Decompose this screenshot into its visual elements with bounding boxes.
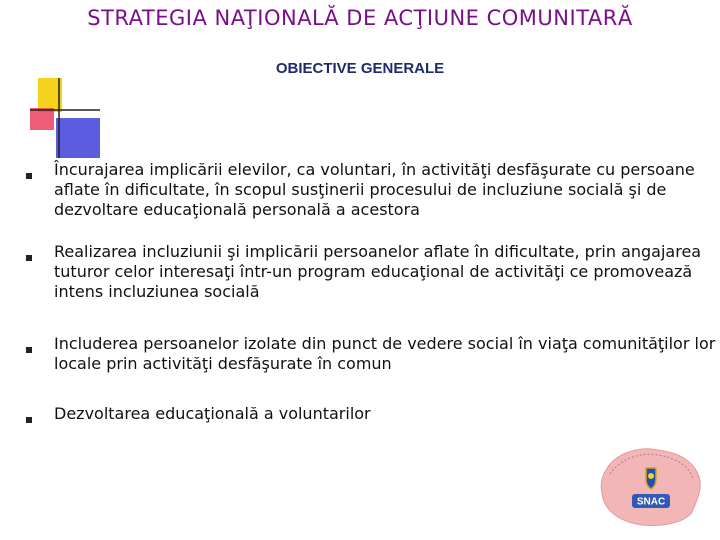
bullet-text: Dezvoltarea educaţională a voluntarilor bbox=[54, 404, 371, 423]
logo-label: SNAC bbox=[636, 496, 666, 508]
bullet-text: Realizarea incluziunii şi implicării persoanelor aflate în dificultate, prin angajarea tuturor celor interesaţi într-un program educaţional de activităţi ce promovează intens incluziunea socială bbox=[54, 242, 702, 301]
bullet-text: Includerea persoanelor izolate din punct de vedere social în viaţa comunităţilor lor locale prin activităţi desfăşurate în comun bbox=[54, 334, 716, 373]
list-item bbox=[26, 404, 716, 424]
list-item bbox=[26, 160, 716, 220]
list-item bbox=[26, 242, 716, 302]
bullet-text: Încurajarea implicării elevilor, ca voluntari, în activităţi desfăşurate cu persoane aflate în dificultate, în scopul susţinerii procesului de incluziune socială şi de dezvoltare educaţională personală a acestora bbox=[54, 160, 695, 219]
bullet-square-icon bbox=[26, 417, 32, 423]
bullet-square-icon bbox=[26, 173, 32, 179]
snac-logo-icon bbox=[596, 440, 706, 532]
list-item bbox=[26, 334, 716, 374]
slide-subtitle: OBIECTIVE GENERALE bbox=[275, 60, 445, 77]
slide-title: STRATEGIA NAŢIONALĂ DE ACŢIUNE COMUNITARĂ bbox=[87, 6, 633, 30]
bullet-square-icon bbox=[26, 255, 32, 261]
bullet-square-icon bbox=[26, 347, 32, 353]
objectives-list bbox=[26, 160, 716, 424]
decorative-squares-icon bbox=[30, 78, 100, 158]
